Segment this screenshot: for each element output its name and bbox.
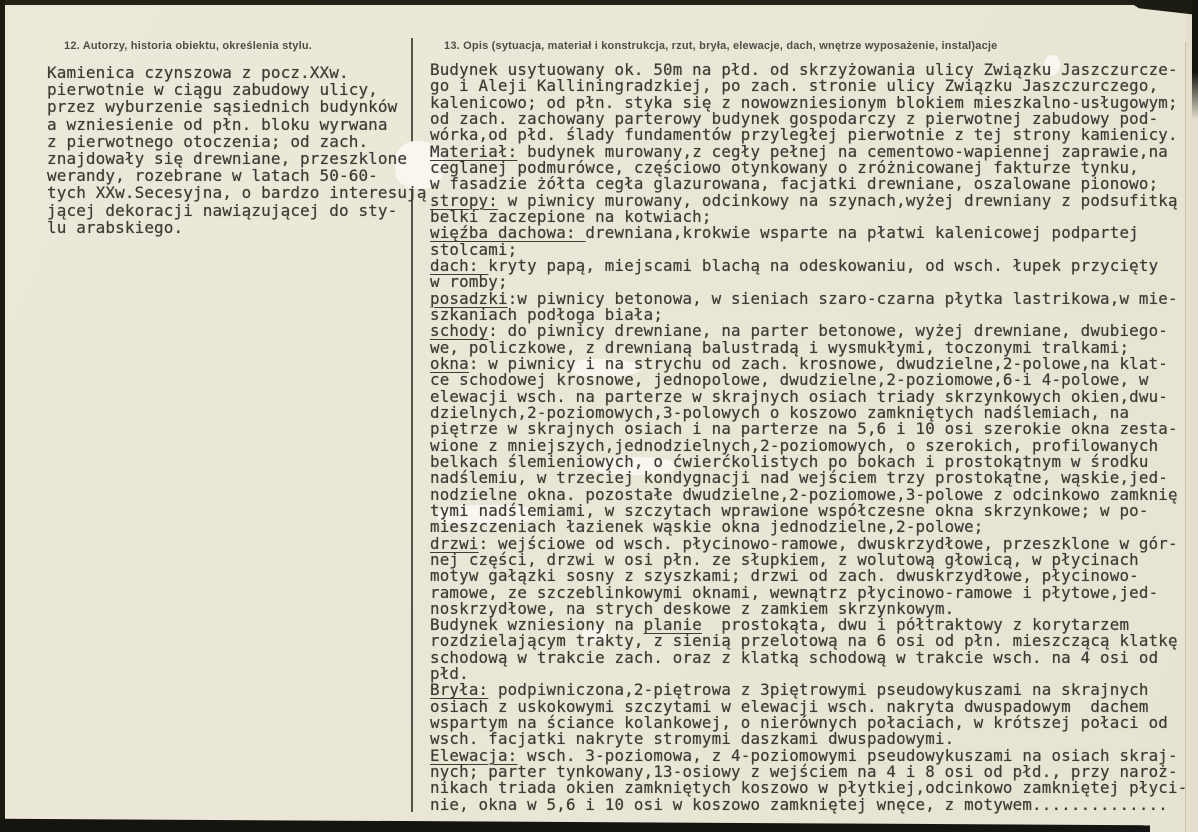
text-line: tymi nadślemiami, w szczytach wprawione współczesne okna skrzynkowe; w po- <box>430 500 1149 520</box>
scan-corner-top-right <box>1126 0 1198 15</box>
field-12-label: 12. Autorzy, historia obiektu, określenia stylu. <box>64 40 312 52</box>
text-line: wione z mniejszych,jednodzielnych,2-poziomowych, o szerokich, profilowanych <box>430 435 1159 455</box>
text-line: belkach ślemieniowych, o ćwierćkolistych po bokach i prostokątnym w środku <box>430 451 1149 471</box>
text-line: więźba dachowa: drewniana,krokwie wsparte na płatwi kalenicowej podpartej <box>430 223 1139 243</box>
text-line: piętrze w skrajnych osiach i na parterze na 5,6 i 10 osi szerokie okna zesta- <box>430 419 1178 439</box>
text-line: stolcami; <box>430 239 518 259</box>
page-right-margin <box>1186 0 1198 832</box>
text-line: dach: kryty papą, miejscami blachą na odeskowaniu, od wsch. łupek przycięty <box>430 255 1159 275</box>
text-line: jącej dekoracji nawiązującej do sty- <box>47 200 398 220</box>
text-line: belki zaczepione na kotwiach; <box>430 206 712 226</box>
text-line: Materiał: budynek murowany,z cegły pełnej na cementowo-wapiennej zaprawie,na <box>430 141 1169 161</box>
text-line: osiach z uskokowymi szczytami w elewacji wsch. nakryta dwuspadowym dachem <box>430 696 1149 716</box>
text-line: Budynek wzniesiony na planie prostokąta, dwu i półtraktowy z korytarzem <box>430 615 1130 635</box>
text-line: go i Aleji Kalliningradzkiej, po zach. stronie ulicy Związku Jaszczurczego, <box>430 76 1159 96</box>
text-line: posadzki:w piwnicy betonowa, w sieniach szaro-czarna płytka lastrikowa,w mie- <box>430 288 1178 308</box>
text-line: stropy: w piwnicy murowany, odcinkowy na szynach,wyżej drewniany z podsufitką <box>430 190 1178 210</box>
text-line: pierwotnie w ciągu zabudowy ulicy, <box>47 80 378 100</box>
field-13-label: 13. Opis (sytuacja, materiał i konstrukcja, rzut, bryła, elewacje, dach, wnętrze wyposażenie, instal)acje <box>444 40 998 52</box>
text-line: schodową w trakcie zach. oraz z klatką schodową w trakcie wsch. na 4 osi od <box>430 647 1159 667</box>
text-line: Elewacja: wsch. 3-poziomowa, z 4-poziomowymi pseudowykuszami na osiach skraj- <box>430 745 1178 765</box>
text-line: nych; parter tynkowany,13-osiowy z wejściem na 4 i 8 osi od płd., przy naroż- <box>430 762 1178 782</box>
text-line: noskrzydłowe, na strych deskowe z zamkiem skrzynkowym. <box>430 598 955 618</box>
text-line: z pierwotnego otoczenia; od zach. <box>47 131 369 151</box>
text-line: wsch. facjatki nakryte stromymi daszkami dwuspadowymi. <box>430 729 955 749</box>
text-line: dzielnych,2-poziomowych,3-polowych o koszowo zamkniętych nadślemiach, na <box>430 402 1130 422</box>
left-column-text <box>47 64 427 236</box>
text-line: kalenicowo; od płn. styka się z nowowzniesionym blokiem mieszkalno-usługowym; <box>430 92 1178 112</box>
text-line: drzwi: wejściowe od wsch. płycinowo-ramowe, dwuskrzydłowe, przeszklone w gór- <box>430 533 1178 553</box>
text-line: we, policzkowe, z drewnianą balustradą i wysmukłymi, toczonymi tralkami; <box>430 337 1130 357</box>
scan-edge-right <box>1192 0 1198 120</box>
scan-edge-bottom <box>0 817 1150 832</box>
text-line: tych XXw.Secesyjna, o bardzo interesują <box>47 183 427 203</box>
text-line: lu arabskiego. <box>47 217 184 237</box>
text-line: motyw gałązki sosny z szyszkami; drzwi od zach. dwuskrzydłowe, płycinowo- <box>430 566 1139 586</box>
text-line: od zach. zachowany parterowy budynek gospodarczy z pierwotnej zabudowy pod- <box>430 108 1159 128</box>
text-line: schody: do piwnicy drewniane, na parter betonowe, wyżej drewniane, dwubiego- <box>430 321 1169 341</box>
text-line: Kamienica czynszowa z pocz.XXw. <box>47 63 349 82</box>
scan-edge-left <box>0 0 5 832</box>
text-line: Bryła: podpiwniczona,2-piętrowa z 3piętrowymi pseudowykuszami na skrajnych <box>430 680 1149 700</box>
text-line: nikach triada okien zamkniętych koszowo w płytkiej,odcinkowo zamkniętej płyci- <box>430 778 1188 798</box>
text-line: okna: w piwnicy i na strychu od zach. krosnowe, dwudzielne,2-polowe,na klat- <box>430 353 1169 373</box>
text-line: elewacji wsch. na parterze w skrajnych osiach triady skrzynkowych okien,dwu- <box>430 386 1168 406</box>
text-line: płd. <box>430 664 469 684</box>
text-line: szkaniach podłoga biała; <box>430 304 664 324</box>
text-line: ceglanej podmurówce, częściowo otynkowany o zróżnicowanej fakturze tynku, <box>430 157 1139 177</box>
text-line: w romby; <box>430 272 508 292</box>
text-line: nadślemiu, w trzeciej kondygnacji nad wejściem trzy prostokątne, wąskie,jed- <box>430 468 1168 488</box>
text-line: a wzniesienie od płn. bloku wyrwana <box>47 114 388 134</box>
text-line: ramowe, ze szczeblinkowymi oknami, wewnątrz płycinowo-ramowe i płytowe,jed- <box>430 582 1159 602</box>
text-line: w fasadzie żółta cegła glazurowana, facjatki drewniane, oszalowane pionowo; <box>430 174 1159 194</box>
text-line: rozdzielającym trakty, z sienią przelotową na 6 osi od płn. mieszczącą klatkę <box>430 631 1178 651</box>
scan-edge-top <box>0 0 1198 5</box>
text-line: werandy, rozebrane w latach 50-60- <box>47 166 378 186</box>
text-line: Budynek usytuowany ok. 50m na płd. od skrzyżowania ulicy Związku Jaszczurcze- <box>430 60 1178 79</box>
text-line: ce schodowej krosnowe, jednopolowe, dwudzielne,2-poziomowe,6-i 4-polowe, w <box>430 370 1149 390</box>
text-line: nodzielne okna. pozostałe dwudzielne,2-poziomowe,3-polowe z odcinkowo zamknię <box>430 484 1178 504</box>
right-column-text <box>430 62 1187 813</box>
text-line: wspartym na ściance kolankowej, o nierównych połaciach, w krótszej połaci od <box>430 713 1168 733</box>
text-line: nej części, drzwi w osi płn. ze słupkiem, z wolutową głowicą, w płycinach <box>430 549 1139 569</box>
text-line: znajdowały się drewniane, przeszklone <box>47 149 408 169</box>
text-line: przez wyburzenie sąsiednich budynków <box>47 97 398 117</box>
text-line: nie, okna w 5,6 i 10 osi w koszowo zamkniętej wnęce, z motywem.............. <box>430 794 1168 814</box>
text-line: wórka,od płd. ślady fundamentów przyległej pierwotnie z tej strony kamienicy. <box>430 125 1178 145</box>
text-line: mieszczeniach łazienek wąskie okna jednodzielne,2-polowe; <box>430 517 984 537</box>
